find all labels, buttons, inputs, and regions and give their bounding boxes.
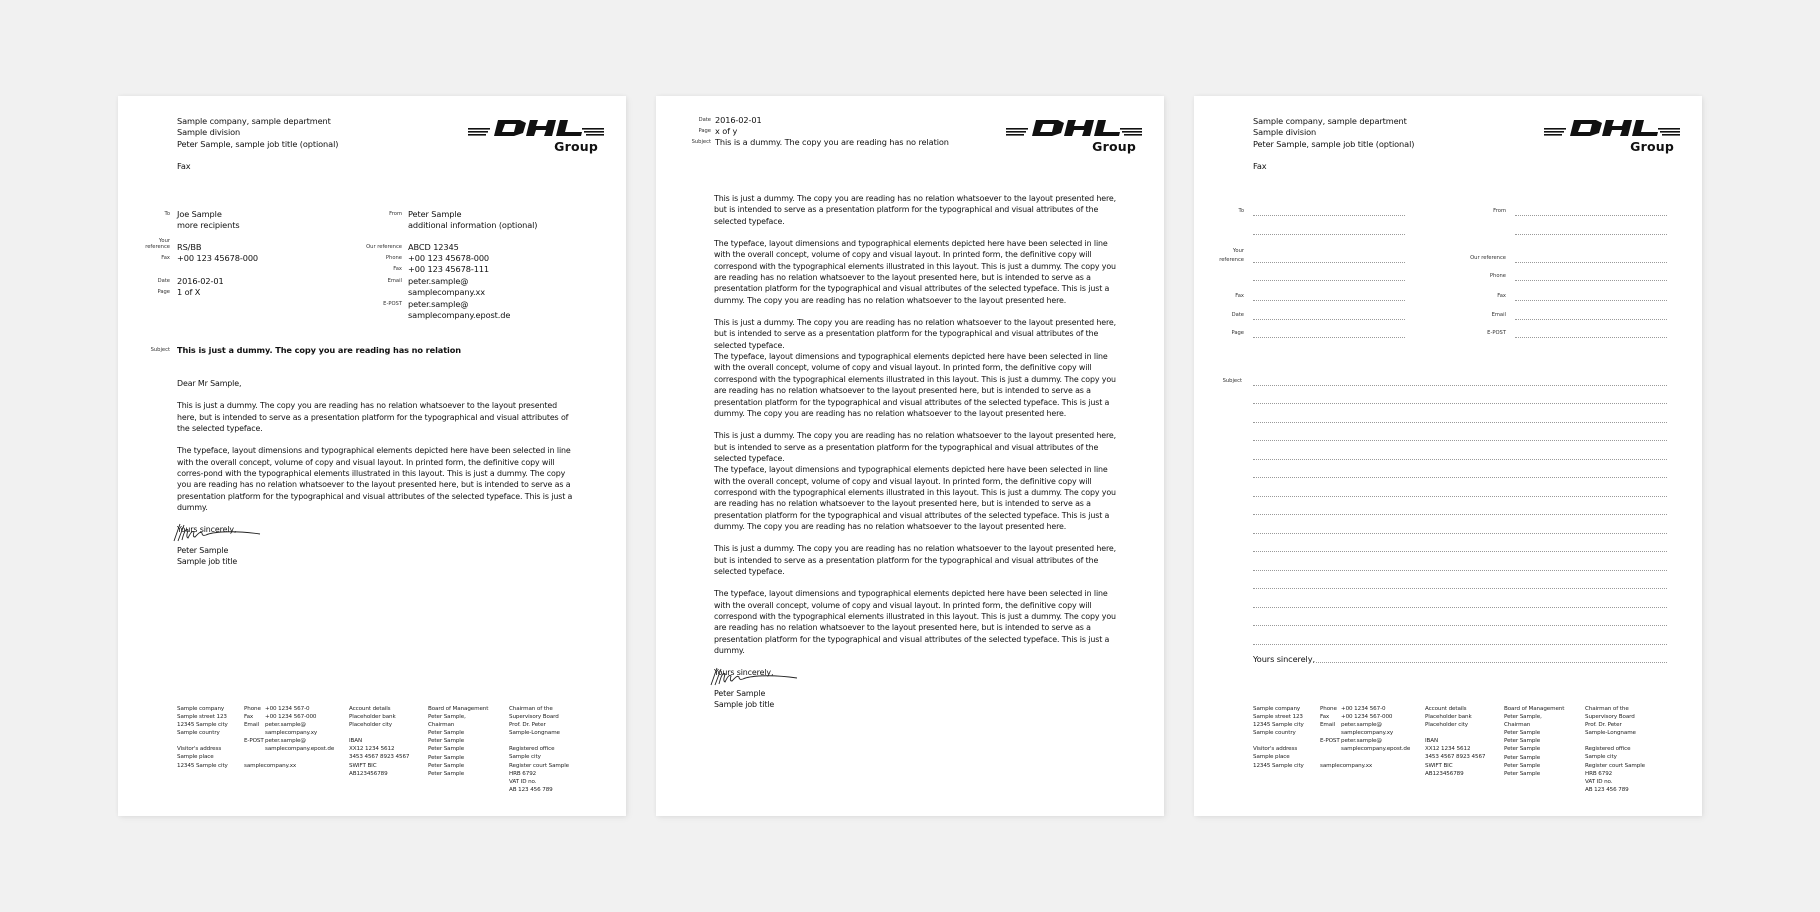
your-ref-field-line2[interactable]: [1253, 280, 1405, 281]
footer-line: Peter Sample: [428, 746, 465, 753]
subject-label: Subject: [1222, 378, 1242, 384]
sender-line2: Sample division: [1253, 127, 1317, 138]
footer-label: E-POST: [1320, 738, 1340, 745]
footer-line: SWIFT BIC: [349, 762, 377, 769]
footer-line: +00 1234 567-000: [1341, 714, 1393, 721]
footer-line: Sample city: [509, 754, 541, 761]
footer-line: Peter Sample: [428, 738, 465, 745]
date-value: 2016-02-01: [177, 276, 224, 286]
your-ref-field-line[interactable]: [1253, 262, 1405, 263]
footer-label: Phone: [1320, 706, 1337, 712]
fax2-label: Fax: [393, 266, 402, 272]
from-field-line[interactable]: [1515, 215, 1667, 216]
body-line[interactable]: [1253, 496, 1667, 497]
footer-contact: [1320, 705, 1410, 770]
signature-icon: [172, 522, 264, 542]
footer-line: Peter Sample: [428, 762, 465, 769]
subject-field-line[interactable]: [1253, 385, 1667, 386]
body-line[interactable]: [1253, 644, 1667, 645]
phone-field-line[interactable]: [1515, 280, 1667, 281]
signer-block: [714, 688, 774, 711]
footer-supervisory: [509, 705, 569, 794]
footer-line: Peter Sample: [1504, 770, 1541, 777]
subject-value: This is just a dummy. The copy you are reading has no relation: [177, 345, 461, 355]
body-paragraph: The typeface, layout dimensions and typographical elements depicted here have been selected in line with the overall concept, volume of copy and visual layout. In printed form, the definitive copy will correspond with the typographical elements illustrated in this layout. This is just a dummy. The copy you are reading has no relation whatsoever to the layout presented here, but is intended to serve as a presentation platform for the typographical and visual attributes of the selected typeface. This is just a dummy. The copy you are reading has no relation whatsoever to the layout presented here.: [714, 465, 1116, 531]
footer-line: Sample-Longname: [509, 730, 560, 737]
footer-line: AB123456789: [1425, 770, 1464, 777]
to-value: [177, 209, 240, 232]
footer-contact: [244, 705, 334, 770]
body-paragraph: This is just a dummy. The copy you are reading has no relation whatsoever to the layout presented here, but is intended to serve as a presentation platform for the typographical and visual attributes of the selected typeface.: [714, 431, 1117, 463]
your-ref-label: [110, 238, 170, 250]
footer-label: E-POST: [244, 738, 264, 745]
letter-body: [714, 193, 1118, 679]
footer-line: Register court Sample: [509, 762, 569, 769]
body-paragraph: The typeface, layout dimensions and typographical elements depicted here have been selected in line with the overall concept, volume of copy and visual layout. In printed form, the definitive copy will corres-pond with the typographical elements illustrated in this layout. This is just a dummy. The copy you are reading has no relation whatsoever to the layout presented here, but is intended to serve as a presentation platform for the typographical and visual attributes of the selected typeface. This is just a dummy.: [177, 446, 573, 513]
page-value: 1 of X: [177, 287, 201, 297]
footer-line: peter.sample@: [1341, 738, 1382, 745]
epost-line1: peter.sample@: [408, 299, 469, 309]
to-recipient: Joe Sample: [177, 209, 222, 219]
footer-line: +00 1234 567-0: [265, 706, 310, 712]
body-line[interactable]: [1253, 570, 1667, 571]
footer-line: HRB 6792: [1585, 770, 1613, 777]
footer-line: Placeholder bank: [349, 714, 396, 721]
footer-line: +00 1234 567-000: [265, 714, 317, 721]
email-field-line[interactable]: [1515, 319, 1667, 320]
fax2-field-line[interactable]: [1515, 300, 1667, 301]
closing: Yours sincerely,: [714, 668, 774, 678]
footer-line: samplecompany.epost.de: [265, 746, 335, 753]
sender-block: [177, 116, 338, 173]
body-paragraph: This is just a dummy. The copy you are reading has no relation whatsoever to the layout presented here, but is intended to serve as a presentation platform for the typographical and visual attributes of the selected typeface.: [714, 544, 1117, 576]
signature-icon: [709, 666, 801, 686]
body-line[interactable]: [1253, 403, 1667, 404]
fax-value: +00 123 45678-000: [177, 253, 259, 263]
signer-name: Peter Sample: [714, 689, 766, 698]
page-label: Page: [157, 289, 170, 295]
footer-line: Peter Sample: [1504, 746, 1541, 753]
email-line2: samplecompany.xx: [408, 287, 486, 298]
body-line[interactable]: [1253, 551, 1667, 552]
footer-line: Sample country: [177, 730, 220, 737]
phone-label: Phone: [1489, 273, 1506, 279]
footer-line: samplecompany.xy: [265, 730, 318, 737]
footer-line: Registered office: [1585, 746, 1631, 753]
footer-line: Placeholder bank: [1425, 714, 1472, 721]
closing: Yours sincerely,: [1253, 654, 1315, 664]
footer-line: Sample street 123: [177, 714, 227, 721]
your-ref-label-line1: Your: [158, 238, 170, 244]
body-line[interactable]: [1253, 625, 1667, 626]
sender-line3: Peter Sample, sample job title (optional): [1253, 138, 1415, 149]
footer-line: Register court Sample: [1585, 762, 1645, 769]
footer-line: peter.sample@: [265, 738, 306, 745]
logo-group-label: Group: [1092, 139, 1136, 154]
to-more-recipients: more recipients: [177, 220, 240, 231]
to-label: To: [1238, 208, 1244, 214]
footer-line: Account details: [1425, 706, 1467, 712]
signature-field-line[interactable]: [1316, 662, 1667, 663]
dhl-logo-icon: [1544, 117, 1680, 157]
date-label: Date: [698, 117, 711, 123]
dhl-logo-icon: [1006, 117, 1142, 157]
footer-company-address: [1253, 705, 1304, 770]
sender-line1: Sample company, sample department: [1253, 116, 1407, 126]
footer-line: Sample-Longname: [1585, 730, 1636, 737]
logo-group-label: Group: [1630, 139, 1674, 154]
footer-line: peter.sample@: [265, 722, 306, 729]
footer-line: samplecompany.epost.de: [1341, 746, 1411, 753]
page-label: Page: [1231, 330, 1244, 336]
signer-title: Sample job title: [714, 700, 775, 710]
body-line[interactable]: [1253, 459, 1667, 460]
body-line[interactable]: [1253, 440, 1667, 441]
footer-line: Sample country: [1253, 730, 1296, 737]
body-line[interactable]: [1253, 514, 1667, 515]
date-label: Date: [157, 278, 170, 284]
footer-line: Visitor's address: [1253, 746, 1298, 753]
from-additional: additional information (optional): [408, 220, 538, 231]
footer-line: AB123456789: [349, 770, 388, 777]
footer-line: Sample city: [1585, 754, 1617, 761]
footer-website: samplecompany.xx: [1320, 762, 1373, 769]
footer-line: Peter Sample: [428, 770, 465, 777]
from-value: [408, 209, 537, 232]
footer-website: samplecompany.xx: [244, 762, 297, 769]
letter-body: [177, 378, 579, 536]
from-label: From: [389, 211, 402, 217]
date-label: Date: [1231, 312, 1244, 318]
footer-line: XX12 1234 5612: [1425, 746, 1471, 753]
footer-line: Sample street 123: [1253, 714, 1303, 721]
from-name: Peter Sample: [408, 209, 462, 219]
sender-line3: Peter Sample, sample job title (optional): [177, 138, 339, 149]
date-value: 2016-02-01: [715, 115, 762, 125]
page-value: x of y: [715, 126, 738, 136]
epost-value: [408, 299, 510, 322]
footer-label: Email: [1320, 722, 1336, 729]
doc-type: Fax: [177, 161, 191, 172]
footer-line: VAT ID no.: [509, 778, 537, 785]
fax-template-page-blank-form: [1194, 96, 1702, 816]
phone-value: +00 123 45678-000: [408, 253, 490, 263]
footer-line: Placeholder city: [349, 722, 392, 729]
footer-line: Chairman of the: [1585, 706, 1629, 712]
footer-line: Peter Sample: [1504, 762, 1541, 769]
signer-block: [177, 545, 237, 568]
footer-line: Sample company: [177, 706, 225, 712]
email-label: Email: [387, 278, 402, 284]
footer-line: Chairman: [428, 722, 455, 729]
body-line[interactable]: [1253, 533, 1667, 534]
body-line[interactable]: [1253, 588, 1667, 589]
footer-line: AB 123 456 789: [509, 786, 553, 793]
footer-line: Board of Management: [1504, 706, 1565, 712]
footer-line: samplecompany.xy: [1341, 730, 1394, 737]
footer-line: Peter Sample: [1504, 730, 1541, 737]
epost-label: E-POST: [1487, 330, 1506, 336]
fax2-label: Fax: [1497, 293, 1506, 299]
body-line[interactable]: [1253, 607, 1667, 608]
signer-name: Peter Sample: [177, 546, 229, 555]
your-ref-value: RS/BB: [177, 242, 202, 252]
body-paragraph: This is just a dummy. The copy you are reading has no relation whatsoever to the layout presented here, but is intended to serve as a presentation platform for the typographical and visual attributes of the selected typeface.: [714, 194, 1117, 226]
footer-label: Fax: [244, 714, 254, 721]
to-label: To: [164, 211, 170, 217]
fax-label: Fax: [1235, 293, 1244, 299]
footer-line: VAT ID no.: [1585, 778, 1613, 785]
sender-line1: Sample company, sample department: [177, 116, 331, 126]
your-ref-label-line1: Your: [1232, 248, 1244, 254]
footer-board: [1504, 705, 1564, 778]
footer-line: Peter Sample: [428, 730, 465, 737]
footer-line: XX12 1234 5612: [349, 746, 395, 753]
our-ref-label: Our reference: [366, 244, 402, 250]
footer-label: Fax: [1320, 714, 1330, 721]
footer-line: Peter Sample: [428, 754, 465, 761]
footer-line: Sample company: [1253, 706, 1301, 712]
footer-label: Phone: [244, 706, 261, 712]
doc-type: Fax: [1253, 161, 1267, 172]
footer-board: [428, 705, 488, 778]
epost-line2: samplecompany.epost.de: [408, 310, 511, 321]
fax-template-page-continuation: [656, 96, 1164, 816]
page-label: Page: [698, 128, 711, 134]
body-paragraph: The typeface, layout dimensions and typographical elements depicted here have been selected in line with the overall concept, volume of copy and visual layout. In printed form, the definitive copy will correspond with the typographical elements illustrated in this layout. This is just a dummy. The copy you are reading has no relation whatsoever to the layout presented here, but is intended to serve as a presentation platform for the typographical and visual attributes of the selected typeface. This is just a dummy.: [714, 589, 1116, 656]
subject-label: Subject: [691, 139, 711, 145]
body-line[interactable]: [1253, 422, 1667, 423]
fax-label: Fax: [161, 255, 170, 261]
footer-line: IBAN: [1425, 738, 1439, 745]
footer-line: Supervisory Board: [1585, 714, 1635, 721]
dhl-logo-icon: [468, 117, 604, 157]
footer-line: Peter Sample,: [428, 714, 466, 721]
footer-line: Registered office: [509, 746, 555, 753]
closing: Yours sincerely,: [177, 525, 237, 535]
email-line1: peter.sample@: [408, 276, 469, 286]
footer-line: Prof. Dr. Peter: [509, 722, 546, 729]
footer-line: Sample place: [1253, 754, 1290, 761]
footer-line: 12345 Sample city: [177, 762, 228, 769]
footer-line: Peter Sample: [1504, 738, 1541, 745]
footer-line: Visitor's address: [177, 746, 222, 753]
footer-line: Chairman of the: [509, 706, 553, 712]
our-ref-value: ABCD 12345: [408, 242, 459, 252]
body-paragraph: The typeface, layout dimensions and typographical elements depicted here have been selected in line with the overall concept, volume of copy and visual layout. In printed form, the definitive copy will correspond with the typographical elements illustrated in this layout. This is just a dummy. The copy you are reading has no relation whatsoever to the layout presented here, but is intended to serve as a presentation platform for the typographical and visual attributes of the selected typeface. This is just a dummy. The copy you are reading has no relation whatsoever to the layout presented here.: [714, 239, 1116, 305]
footer-line: SWIFT BIC: [1425, 762, 1453, 769]
email-label: Email: [1491, 312, 1506, 318]
phone-label: Phone: [385, 255, 402, 261]
fax-template-page-filled: [118, 96, 626, 816]
footer-line: Peter Sample,: [1504, 714, 1542, 721]
footer-line: 12345 Sample city: [1253, 722, 1304, 729]
footer-line: 12345 Sample city: [177, 722, 228, 729]
signer-title: Sample job title: [177, 557, 238, 567]
page-field-line[interactable]: [1253, 337, 1405, 338]
footer-label: Email: [244, 722, 260, 729]
sender-block: [1253, 116, 1414, 173]
to-field-line2[interactable]: [1253, 234, 1405, 235]
subject-value: This is a dummy. The copy you are reading has no relation: [715, 137, 949, 147]
footer-bank: [1425, 705, 1485, 778]
footer-line: Placeholder city: [1425, 722, 1468, 729]
sender-line2: Sample division: [177, 127, 241, 138]
from-field-line2[interactable]: [1515, 234, 1667, 235]
body-line[interactable]: [1253, 477, 1667, 478]
subject-label: Subject: [150, 347, 170, 353]
footer-line: Supervisory Board: [509, 714, 559, 721]
email-value: [408, 276, 485, 299]
your-ref-label-line2: reference: [145, 244, 170, 250]
fax2-value: +00 123 45678-111: [408, 264, 490, 274]
to-field-line[interactable]: [1253, 215, 1405, 216]
body-paragraph: This is just a dummy. The copy you are reading has no relation whatsoever to the layout presented here, but is intended to serve as a presentation platform for the typographical and visual attributes of the selected typeface.: [177, 401, 569, 434]
footer-line: 3453 4567 8923 4567: [349, 754, 410, 761]
your-ref-label: [1184, 248, 1244, 263]
epost-label: E-POST: [383, 301, 402, 307]
footer-line: IBAN: [349, 738, 363, 745]
footer-line: +00 1234 567-0: [1341, 706, 1386, 712]
footer-bank: [349, 705, 409, 778]
footer-line: Chairman: [1504, 722, 1531, 729]
epost-field-line[interactable]: [1515, 337, 1667, 338]
fax-field-line[interactable]: [1253, 300, 1405, 301]
date-field-line[interactable]: [1253, 319, 1405, 320]
footer-line: peter.sample@: [1341, 722, 1382, 729]
footer-line: 12345 Sample city: [1253, 762, 1304, 769]
your-ref-label-line2: reference: [1219, 257, 1244, 263]
our-ref-label: Our reference: [1470, 255, 1506, 261]
logo-group-label: Group: [554, 139, 598, 154]
footer-line: AB 123 456 789: [1585, 786, 1629, 793]
footer-supervisory: [1585, 705, 1645, 794]
footer-line: Account details: [349, 706, 391, 712]
from-label: From: [1493, 208, 1506, 214]
footer-line: HRB 6792: [509, 770, 537, 777]
salutation: Dear Mr Sample,: [177, 379, 242, 388]
body-paragraph: The typeface, layout dimensions and typographical elements depicted here have been selected in line with the overall concept, volume of copy and visual layout. In printed form, the definitive copy will correspond with the typographical elements illustrated in this layout. This is just a dummy. The copy you are reading has no relation whatsoever to the layout presented here, but is intended to serve as a presentation platform for the typographical and visual attributes of the selected typeface. This is just a dummy. The copy you are reading has no relation whatsoever to the layout presented here.: [714, 352, 1116, 418]
body-paragraph: This is just a dummy. The copy you are reading has no relation whatsoever to the layout presented here, but is intended to serve as a presentation platform for the typographical and visual attributes of the selected typeface.: [714, 318, 1117, 350]
footer-line: 3453 4567 8923 4567: [1425, 754, 1486, 761]
our-ref-field-line[interactable]: [1515, 262, 1667, 263]
footer-line: Sample place: [177, 754, 214, 761]
footer-line: Prof. Dr. Peter: [1585, 722, 1622, 729]
footer-company-address: [177, 705, 228, 770]
footer-line: Board of Management: [428, 706, 489, 712]
footer-line: Peter Sample: [1504, 754, 1541, 761]
